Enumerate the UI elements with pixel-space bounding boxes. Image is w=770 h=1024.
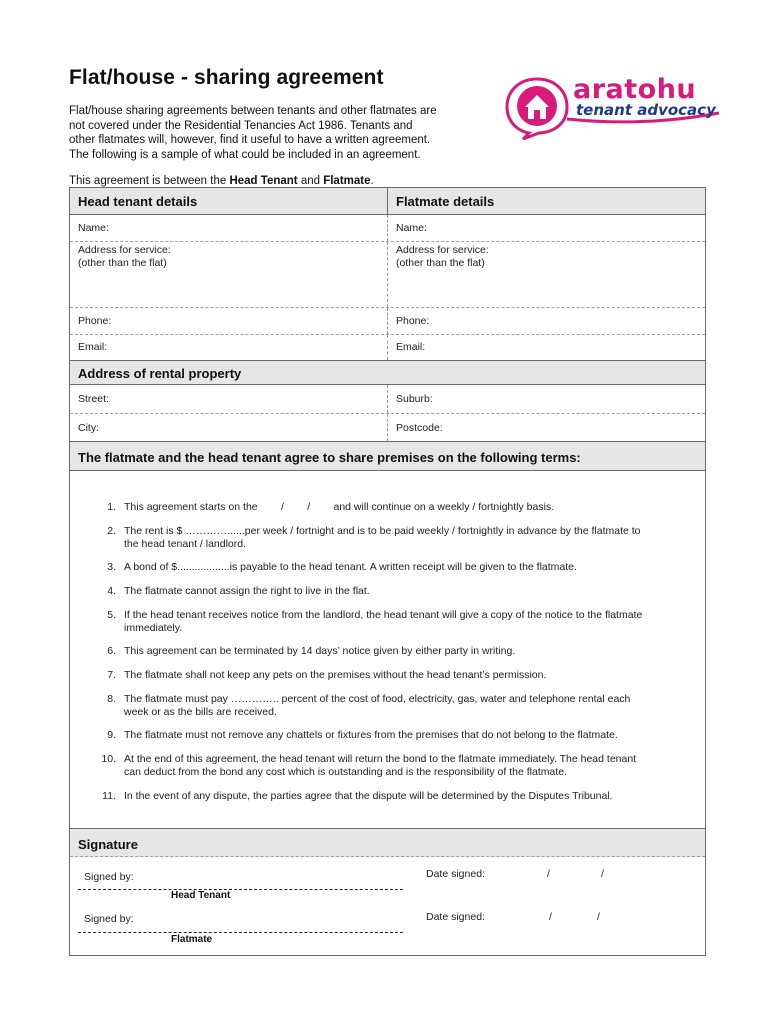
rental-property-heading bbox=[70, 361, 705, 385]
intro-line: Flat/house sharing agreements between tenants and other flatmates are bbox=[69, 105, 437, 117]
intro-line: not covered under the Residential Tenancies Act 1986. Tenants and bbox=[69, 119, 413, 132]
head-tenant-details-label: Head tenant details bbox=[78, 194, 198, 209]
head-tenant-caption: Head Tenant bbox=[171, 890, 231, 901]
details-section bbox=[69, 187, 706, 361]
intro-text bbox=[69, 104, 499, 162]
phone-label: Phone: bbox=[396, 315, 430, 327]
terms-heading bbox=[70, 442, 705, 471]
term-number: 8. bbox=[107, 693, 116, 705]
flatmate-address-field[interactable] bbox=[388, 242, 705, 307]
head-tenant-signature-line[interactable] bbox=[78, 889, 403, 890]
signature-label: Signature bbox=[78, 837, 138, 852]
parties-and: and bbox=[297, 175, 324, 187]
phone-label: Phone: bbox=[78, 315, 112, 327]
rental-property-section bbox=[69, 360, 706, 442]
agreement-parties-line bbox=[69, 175, 374, 187]
term-number: 3. bbox=[107, 561, 116, 573]
street-label: Street: bbox=[78, 393, 109, 405]
term-text: immediately. bbox=[124, 621, 183, 634]
term-number: 11. bbox=[102, 790, 116, 802]
postcode-label: Postcode: bbox=[396, 422, 443, 434]
term-item bbox=[100, 753, 690, 778]
address-note: (other than the flat) bbox=[396, 256, 485, 269]
signature-section bbox=[69, 828, 706, 956]
term-text: The rent is $ …………......per week / fortnight and is to be paid weekly / fortnightly in advance by the flatmate to bbox=[124, 525, 641, 537]
term-item bbox=[100, 645, 690, 658]
term-number: 6. bbox=[107, 645, 116, 657]
parties-flatmate: Flatmate bbox=[323, 175, 371, 187]
term-item bbox=[100, 669, 690, 682]
term-item bbox=[100, 693, 690, 718]
term-number: 7. bbox=[107, 669, 116, 681]
email-label: Email: bbox=[396, 341, 426, 353]
address-label: Address for service: bbox=[78, 244, 171, 256]
rental-property-label: Address of rental property bbox=[78, 366, 242, 381]
term-text: The flatmate must not remove any chattels or fixtures from the premises that do not belong to the flatmate. bbox=[124, 729, 618, 741]
flatmate-signature-line[interactable] bbox=[78, 932, 403, 933]
logo-subtitle: tenant advocacy bbox=[576, 101, 716, 119]
parties-prefix: This agreement is between the bbox=[69, 175, 230, 187]
term-item bbox=[100, 561, 690, 574]
date-separator: / bbox=[547, 868, 550, 880]
head-tenant-name-field[interactable] bbox=[70, 215, 388, 241]
city-field[interactable] bbox=[70, 414, 388, 441]
parties-suffix: . bbox=[370, 175, 374, 187]
head-tenant-address-field[interactable] bbox=[70, 242, 388, 307]
term-text: The flatmate shall not keep any pets on the premises without the head tenant’s permission. bbox=[124, 669, 547, 681]
date-separator: / bbox=[601, 868, 604, 880]
term-text: This agreement starts on the / / and will continue on a weekly / fortnightly basis. bbox=[124, 501, 555, 513]
flatmate-details-heading bbox=[388, 188, 705, 214]
parties-head-tenant: Head Tenant bbox=[229, 175, 298, 187]
flatmate-email-field[interactable] bbox=[388, 335, 705, 360]
term-number: 10. bbox=[101, 753, 116, 765]
term-item bbox=[100, 585, 690, 598]
term-text: can deduct from the bond any cost which is outstanding and is the responsibility of the flatmate. bbox=[124, 765, 568, 778]
term-item bbox=[100, 525, 690, 550]
postcode-field[interactable] bbox=[388, 414, 705, 441]
address-label: Address for service: bbox=[396, 244, 489, 256]
term-number: 5. bbox=[107, 609, 116, 621]
signature-heading bbox=[70, 829, 705, 857]
flatmate-date-label: Date signed: bbox=[426, 911, 485, 923]
suburb-field[interactable] bbox=[388, 385, 705, 413]
term-text: A bond of $..................is payable to the head tenant. A written receipt will be given to the flatmate. bbox=[124, 561, 577, 573]
term-text: If the head tenant receives notice from the landlord, the head tenant will give a copy of the notice to the flatmate bbox=[124, 609, 643, 621]
terms-label: The flatmate and the head tenant agree to share premises on the following terms: bbox=[78, 450, 581, 465]
term-number: 1. bbox=[107, 501, 116, 513]
term-text: week or as the bills are received. bbox=[124, 705, 277, 718]
term-number: 9. bbox=[107, 729, 116, 741]
head-tenant-date-label: Date signed: bbox=[426, 868, 485, 880]
term-text: The flatmate must pay ………….. percent of the cost of food, electricity, gas, water and telephone rental each bbox=[124, 693, 631, 705]
head-tenant-details-heading bbox=[70, 188, 388, 214]
street-field[interactable] bbox=[70, 385, 388, 413]
term-text: At the end of this agreement, the head tenant will return the bond to the flatmate immediately. The head tenant bbox=[124, 753, 637, 765]
address-note: (other than the flat) bbox=[78, 256, 167, 269]
term-text: This agreement can be terminated by 14 days’ notice given by either party in writing. bbox=[124, 645, 516, 657]
terms-section bbox=[69, 441, 706, 829]
name-label: Name: bbox=[78, 222, 109, 234]
term-number: 2. bbox=[107, 525, 116, 537]
intro-line: other flatmates will, however, find it useful to have a written agreement. bbox=[69, 134, 431, 146]
head-tenant-phone-field[interactable] bbox=[70, 308, 388, 334]
term-number: 4. bbox=[107, 585, 116, 597]
email-label: Email: bbox=[78, 341, 108, 353]
flatmate-details-label: Flatmate details bbox=[396, 194, 495, 209]
head-tenant-email-field[interactable] bbox=[70, 335, 388, 360]
head-tenant-signed-by-label: Signed by: bbox=[84, 871, 134, 883]
term-text: The flatmate cannot assign the right to live in the flat. bbox=[124, 585, 370, 597]
date-separator: / bbox=[597, 911, 600, 923]
name-label: Name: bbox=[396, 222, 427, 234]
term-item bbox=[100, 609, 690, 634]
intro-line: The following is a sample of what could be included in an agreement. bbox=[69, 148, 421, 161]
term-item bbox=[100, 729, 690, 742]
page-title: Flat/house - sharing agreement bbox=[69, 66, 384, 89]
flatmate-name-field[interactable] bbox=[388, 215, 705, 241]
flatmate-phone-field[interactable] bbox=[388, 308, 705, 334]
city-label: City: bbox=[78, 422, 99, 434]
flatmate-signed-by-label: Signed by: bbox=[84, 913, 134, 925]
term-item bbox=[100, 790, 690, 803]
date-separator: / bbox=[549, 911, 552, 923]
flatmate-caption: Flatmate bbox=[171, 934, 213, 945]
term-text: In the event of any dispute, the parties agree that the dispute will be determined by the Disputes Tribunal. bbox=[124, 790, 613, 802]
logo-word: aratohu bbox=[573, 74, 697, 105]
suburb-label: Suburb: bbox=[396, 393, 433, 405]
term-text: the head tenant / landlord. bbox=[124, 537, 247, 550]
term-item bbox=[100, 501, 690, 514]
